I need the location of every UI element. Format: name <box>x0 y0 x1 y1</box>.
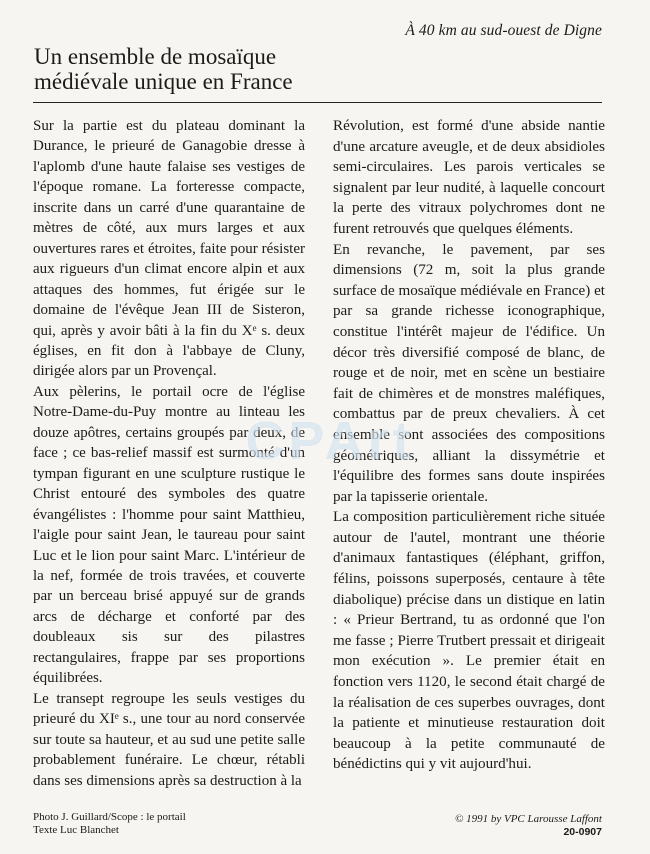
photo-credit: Photo J. Guillard/Scope : le portail <box>33 811 186 823</box>
paragraph: En revanche, le pavement, par ses dimensions (72 m, soit la plus grande surface de mosaïque médiévale en France) et par sa grande richesse iconographique, constitue l'intérêt majeur de l'édifice. Un décor très diversifié composé de blanc, de rouge et de noir, met en scène un bestiaire fait de chimères et de monstres maléfiques, combattus par de preux chevaliers. À cet ensemble sont associées des compositions géométriques, alliant la dissymétrie et l'équilibre des formes sans doute inspirées par la tapisserie orientale. <box>333 241 605 505</box>
paragraph: Le transept regroupe les seuls vestiges du prieuré du XIᵉ s., une tour au nord conservée sur toute sa hauteur, et au sud une petite salle probablement funéraire. Le chœur, rétabli dans ses dimensions après sa destruction à la <box>33 690 305 789</box>
right-column <box>333 116 605 775</box>
paragraph: La composition particulièrement riche située autour de l'autel, montrant une théorie d'animaux fantastiques (éléphant, griffon, félins, poissons superposés, centaure à tête diabolique) précise dans un distique en latin : « Prieur Bertrand, tu as ordonné que l'on me fasse ; Pierre Trutbert pressait et dirigeait mon exécution ». Le premier était en fonction vers 1120, le second était chargé de la réalisation de ces superbes ouvrages, dont la patiente et minutieuse restauration doit beaucoup à la petite communauté de bénédictins qui y vit aujourd'hui. <box>333 509 605 773</box>
paragraph: Aux pèlerins, le portail ocre de l'église Notre-Dame-du-Puy montre au linteau les douze apôtres, certains groupés par deux, de face ; ce bas-relief massif est surmonté d'un tympan figurant en une sculpture rustique le Christ entouré des symboles des quatre évangélistes : l'homme pour saint Matthieu, l'aigle pour saint Jean, le taureau pour saint Luc et le lion pour saint Marc. L'intérieur de la nef, formée de trois travées, et couverte par un berceau brisé appuyé sur de grands arcs de décharge et conforté par des doubleaux sis sur des pilastres rectangulaires, frappe par ses proportions équilibrées. <box>33 383 305 687</box>
title-divider <box>33 102 602 103</box>
text-credit: Texte Luc Blanchet <box>33 824 119 836</box>
credits <box>33 811 186 837</box>
left-column <box>33 116 305 791</box>
paragraph: Sur la partie est du plateau dominant la Durance, le prieuré de Ganagobie dresse à l'aplomb d'une haute falaise ses vestiges de l'époque romane. La forteresse compacte, inscrite dans un carré d'une quarantaine de mètres de côté, aux murs larges et aux ouvertures rares et étroites, faite pour résister aux rigueurs d'un climat encore alpin et aux attaques des hommes, fut érigée sur le domaine de l'évêque Jean III de Sisteron, qui, après y avoir bâti à la fin du Xᵉ s. deux églises, en fit don à l'abbaye de Cluny, dirigée alors par un Provençal. <box>33 118 305 380</box>
title-line-2: médiévale unique en France <box>34 69 293 94</box>
location-subtitle: À 40 km au sud-ouest de Digne <box>405 22 602 39</box>
card-number: 20-0907 <box>563 826 602 838</box>
paragraph: Révolution, est formé d'une abside nantie d'une arcature aveugle, et de deux absidioles semi-circulaires. Les parois verticales se signalent par leur nudité, à laquelle concourt la perte des vitraux polychromes dont ne furent retrouvés que quelques éléments. <box>333 118 605 237</box>
page-title <box>34 44 414 94</box>
copyright: © 1991 by VPC Larousse Laffont <box>455 813 602 825</box>
watermark-logo: CPArt <box>245 411 415 471</box>
title-line-1: Un ensemble de mosaïque <box>34 44 277 69</box>
copyright-block <box>455 813 602 839</box>
